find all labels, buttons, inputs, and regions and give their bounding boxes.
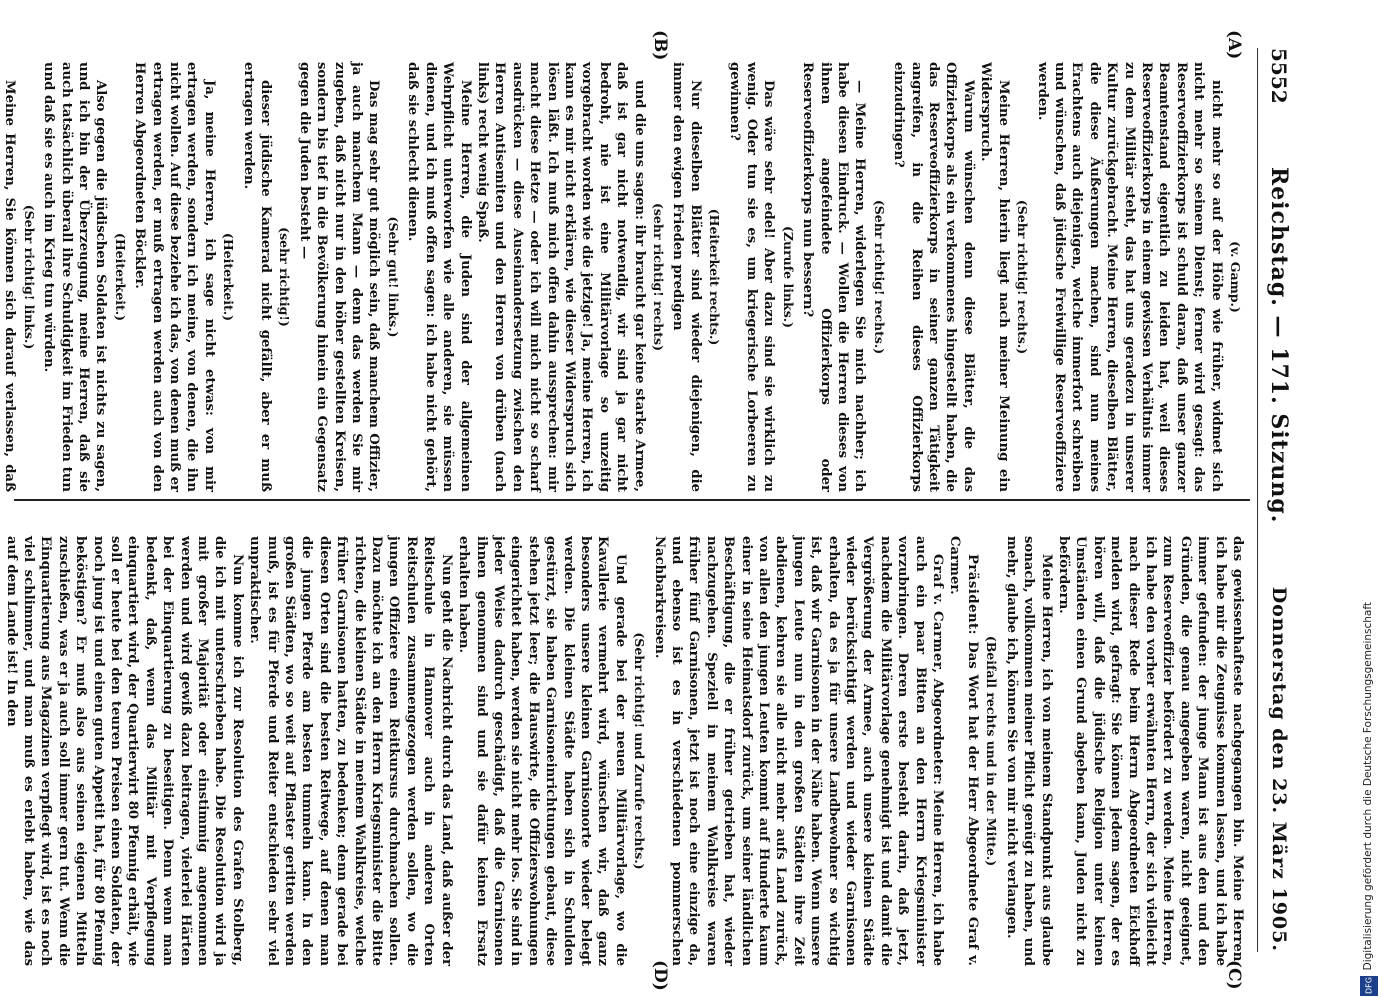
paragraph bbox=[474, 62, 648, 492]
paragraph-text: (v. Gamp.) bbox=[1228, 241, 1243, 313]
paragraph-text: Ja, meine Herren, ich sage nicht etwas: von mir ertragen werden, sondern ich meine, von denen, die ihn nicht wollen. Auf diese beziehe ich das, von denen muß er ertragen werden, er muß ertragen werden auch von den Herren Abgeordneten Böckler. bbox=[132, 62, 217, 492]
speaker-name: Präsident: bbox=[964, 554, 980, 642]
paragraph-text: Abgeordneter: Meine Herren, ich habe auch ein paar Bitten an den Herrn Kriegsminister vorzubringen. Deren erste besteht darin, daß jetzt, nachdem die Militärvorlage genehmigt ist und damit die Vergrößerung der Armee, auch unsere kleinen Städte wieder berücksichtigt werden und wieder Garnisonen erhalten, da es ja für unsere Landbewohner so wichtig ist, daß wir Garnisonen in der Nähe haben. Wenn unsere jungen Leute nun in den großen Städten ihre Zeit abdienen, kehren sie alle nicht mehr aufs Land zurück, von allen den jungen Leuten kommt auf Hunderte kaum einer in seine Heimatsdorf zurück, um seiner ländlichen Beschäftigung, die er früher getrieben hat, wieder nachzugehen. Speziell in meinem Wahlkreise waren früher fünf Garnisonen, jetzt ist noch eine einzige da, und ebenso ist es in verschiedenen pommerschen Nachbarkreisen. bbox=[651, 536, 946, 966]
interjection bbox=[20, 62, 37, 492]
paragraph-text: Meine Herren, die Juden sind der allgemeinen Wehrpflicht unterworfen wie alle anderen, sie müssen dienen, und ich muß offen sagen: ich habe nicht gehört, daß sie schlecht dienen. bbox=[405, 62, 473, 492]
session-title: Reichstag. — 171. Sitzung. bbox=[1266, 167, 1292, 524]
paragraph-text: das gewissenhafteste nachgegangen bin. Meine Herren, ich habe mir die Zeugnisse kommen lassen, und ich habe immer gefunden: der junge Mann ist aus den und den Gründen, die genau angegeben waren, nicht geeignet, zum Reserveoffizier befördert zu werden. Meine Herren, ich habe den vorher erwähnten Herrn, der sich vielleicht nach dieser Rede beim Herrn Abgeordneten Eickhoff melden wird, gefragt: Sie können jedem sagen, der es hören will, daß die jüdische Religion unter keinen Umständen einen Grund abgeben kann, Juden nicht zu befördern. bbox=[1055, 536, 1245, 966]
margin-marker-b: (B) bbox=[650, 30, 670, 61]
margin-marker-c: (C) bbox=[1224, 960, 1244, 990]
paragraph-text: Nun geht die Nachricht durch das Land, daß außer der Reitschule in Hannover auch in anderen Orten Reitschulen zusammengezogen werden sollen, wo die jungen Offiziere einen Reitkursus durchmachen sollen. Dazu möchte ich an den Herrn Kriegsminister die Bitte richten, die kleinen Städte in meinem Wahlkreise, welche früher Garnisonen hatten, zu bedenken; denn gerade bei diesen Orten sind die besten Reitwege, auf denen man die jungen Pferde am besten tummeln kann. In den großen Städten, wo so weit auf Pflaster geritten werden muß, ist es für Pferde und Reiter entschieden sehr viel unpraktischer. bbox=[247, 536, 454, 966]
paragraph-text: Das wäre sehr edel! Aber dazu sind sie wirklich zu wenig. Oder tun sie es, um kriegerische Lorbeeren zu gewinnen? bbox=[726, 62, 777, 492]
paragraph-text: — Meine Herren, widerlegen Sie mich nachher; ich habe diesen Eindruck. — Wollen die Herren dieses von ihnen angefeindete Offizierkorps oder Reserveoffizierkorps nun bessern? bbox=[800, 62, 868, 492]
paragraph bbox=[455, 536, 629, 966]
paragraph-text: (Sehr gut! links.) bbox=[385, 216, 401, 338]
digitization-sidebar bbox=[1358, 0, 1380, 1000]
paragraph bbox=[131, 62, 218, 492]
paragraph bbox=[799, 62, 869, 492]
paragraph bbox=[404, 62, 474, 492]
paragraph bbox=[1002, 536, 1054, 966]
interjection bbox=[385, 62, 402, 492]
paragraph-text: (Heiterkeit.) bbox=[221, 232, 237, 322]
paragraph bbox=[669, 62, 704, 492]
paragraph-text: Meine Herren, hierin liegt nach meiner Meinung ein Widerspruch. bbox=[978, 62, 1011, 492]
paragraph-text: nicht mehr so auf der Höhe wie früher, widmet sich nicht mehr so seinem Dienst; ferner wird gesagt: das Reserveoffizierkorps ist schuld daran, daß unser ganzer Beamtenstand eigentlich zu leiden hat, weil dieses Reserveoffizierkorps in einem gewissen Verhältnis immer zu dem Militär steht, das hat uns geradezu in unserer Kultur zurückgebracht. Meine Herren, dieselben Blätter, die diese Äußerungen machen, sind nun meines Erachtens auch diejenigen, welche immerfort schreiben und wünschen, daß jüdische Freiwillige Reserveoffiziere werden. bbox=[1034, 62, 1224, 492]
paragraph-text: Nun komme ich zur Resolution des Grafen Stolberg, die ich mit unterschrieben habe. Die Resolution wird ja mit großer Majorität oder einstimmig angenommen werden und wird gewiß dazu beitragen, vielerlei Härten bei der Einquartierung zu beseitigen. Denn wenn man bedenkt, daß, wenn das Militär mit Verpflegung einquartiert wird, der Quartierwirt 80 Pfennig erhält, wie soll er heute bei den teuren Preisen einen Soldaten, der noch jung ist und einen guten Appetit hat, für 80 Pfennig beköstigen? Er muß also aus seinen eigenen Mitteln zuschießen, was er ja auch soll immer gern tut. Wenn die Einquartierung aus Magazinen verpflegt wird, ist es noch viel schlimmer, und man muß es erlebt haben, wie das auf dem Lande ist! In den bbox=[3, 536, 245, 966]
paragraph-text: dieser jüdische Kamerad nicht gefällt, aber er muß ertragen werden. bbox=[240, 62, 274, 492]
paragraph bbox=[246, 536, 455, 966]
paragraph bbox=[0, 62, 18, 492]
paragraph-text: und die uns sagen: ihr braucht gar keine starke Armee, daß ist gar nicht notwendig, wir sind ja gar nicht bedroht, nie ist eine Militärvorlage so unzeitig vorgebracht worden wie die jetzige! Ja, meine Herren, ich kann es mir nicht erklären, wie dieser Widerspruch sich lösen läßt. Ich muß mich offen dahin aussprechen: mir macht diese Hetze — oder ich will mich nicht so scharf ausdrücken — diese Auseinandersetzung zwischen den Herren Antisemiten und den Herren von drüben (nach links) recht wenig Spaß. bbox=[474, 62, 647, 492]
paragraph bbox=[239, 62, 274, 492]
paragraph-text: (Sehr richtig! rechts.) bbox=[871, 199, 887, 355]
paragraph bbox=[890, 62, 977, 492]
paragraph-text: (Sehr richtig! links.) bbox=[21, 204, 37, 350]
paragraph-text: (Sehr richtig! und Zurufe rechts.) bbox=[632, 632, 648, 870]
interjection bbox=[1227, 62, 1244, 492]
column-divider bbox=[14, 499, 1250, 501]
paragraph bbox=[1033, 62, 1224, 492]
interjection bbox=[870, 62, 887, 492]
paragraph bbox=[725, 62, 777, 492]
paragraph bbox=[40, 62, 110, 492]
interjection bbox=[706, 62, 723, 492]
interjection bbox=[276, 62, 293, 492]
session-date: Donnerstag den 23. März 1905. bbox=[1268, 586, 1290, 952]
interjection bbox=[983, 536, 1000, 966]
interjection bbox=[650, 62, 667, 492]
paragraph bbox=[977, 62, 1012, 492]
paragraph-text: Warum wünschen denn diese Blätter, die das Offizierkorps als ein verkommenes hingestellt haben, die das Reserveoffizierkorps in seiner ganzen Tätigkeit angreifen, in die Reihen dieses Offizierkorps einzudringen? bbox=[891, 62, 976, 492]
paragraph-text: (sehr richtig! rechts) bbox=[651, 202, 666, 352]
digitization-credit: Digitalisierung gefördert durch die Deutsche Forschungsgemeinschaft bbox=[1362, 601, 1374, 970]
paragraph bbox=[2, 536, 246, 966]
page-number: 5552 bbox=[1267, 48, 1291, 104]
paragraph bbox=[295, 62, 382, 492]
interjection bbox=[631, 536, 648, 966]
paragraph-text: Nur dieselben Blätter sind wieder diejenigen, die immer den ewigen Frieden predigen bbox=[670, 62, 703, 492]
paragraph-text: Das Wort hat der Herr Abgeordnete Graf v. Carmer. bbox=[947, 536, 980, 966]
speaker-name: Graf v. Carmer, bbox=[930, 554, 946, 679]
interjection bbox=[779, 62, 796, 492]
paragraph-text: (Heiterkeit rechts.) bbox=[707, 208, 723, 346]
paragraph-text: (Beifall rechts und in der Mitte.) bbox=[984, 635, 1000, 867]
header-rule bbox=[1257, 48, 1258, 952]
left-text-column bbox=[0, 62, 1246, 492]
paragraph-text: (sehr richtig!) bbox=[277, 227, 293, 327]
paragraph bbox=[1055, 536, 1246, 966]
paragraph-text: Das mag sehr gut möglich sein, daß manchem Offizier, ja auch manchem Mann — denn das werden Sie mir zugeben, daß nicht nur in den höher gestellten Kreisen, sondern bis tief in die Bevölkerung hinein ein Gegensatz gegen die Juden besteht — bbox=[296, 62, 382, 492]
paragraph bbox=[946, 536, 981, 966]
page-header bbox=[1262, 48, 1296, 952]
right-text-column bbox=[2, 536, 1246, 966]
paragraph-text: Und gerade bei der neuen Militärvorlage, wo die Kavallerie vermehrt wird, wünschen wir, daß ganz besonders unsere kleinen Garnisonorte wieder belegt werden. Die kleinen Städte haben sich in Schulden gestürzt, sie haben Garnisoneinrichtungen gebaut, diese stehen jetzt leer; die Hauswirte, die Offizierswohnungen eingerichtet haben, werden sie nicht mehr los. Sie sind in jeder Weise dadurch geschädigt, daß die Garnisonen ihnen genommen sind und sie dafür keinen Ersatz erhalten haben. bbox=[456, 536, 628, 966]
interjection bbox=[1014, 62, 1031, 492]
margin-marker-d: (D) bbox=[650, 960, 670, 991]
paragraph-text: Meine Herren, Sie können sich darauf verlassen, daß bbox=[2, 80, 18, 492]
paragraph-text: (Zurufe links.) bbox=[780, 225, 796, 329]
paragraph bbox=[650, 536, 946, 966]
paragraph-text: Also gegen die jüdischen Soldaten ist nichts zu sagen, und ich bin der Überzeugung, meine Herren, daß sie auch tatsächlich überall ihre Schuldigkeit im Frieden tun und daß sie es auch im Krieg tun würden. bbox=[41, 62, 109, 492]
paragraph-text: Meine Herren, ich von meinem Standpunkt aus glaube sonach, vollkommen meiner Pflicht genügt zu haben, und mehr, glaube ich, können Sie von mir nicht verlangen. bbox=[1003, 536, 1054, 966]
paragraph-text: (Sehr richtig! rechts.) bbox=[1015, 199, 1031, 355]
dfg-logo-icon: DFG bbox=[1360, 976, 1378, 996]
interjection bbox=[111, 62, 128, 492]
paragraph-text: (Heiterkeit.) bbox=[112, 232, 128, 322]
interjection bbox=[220, 62, 237, 492]
margin-marker-a: (A) bbox=[1224, 30, 1244, 60]
